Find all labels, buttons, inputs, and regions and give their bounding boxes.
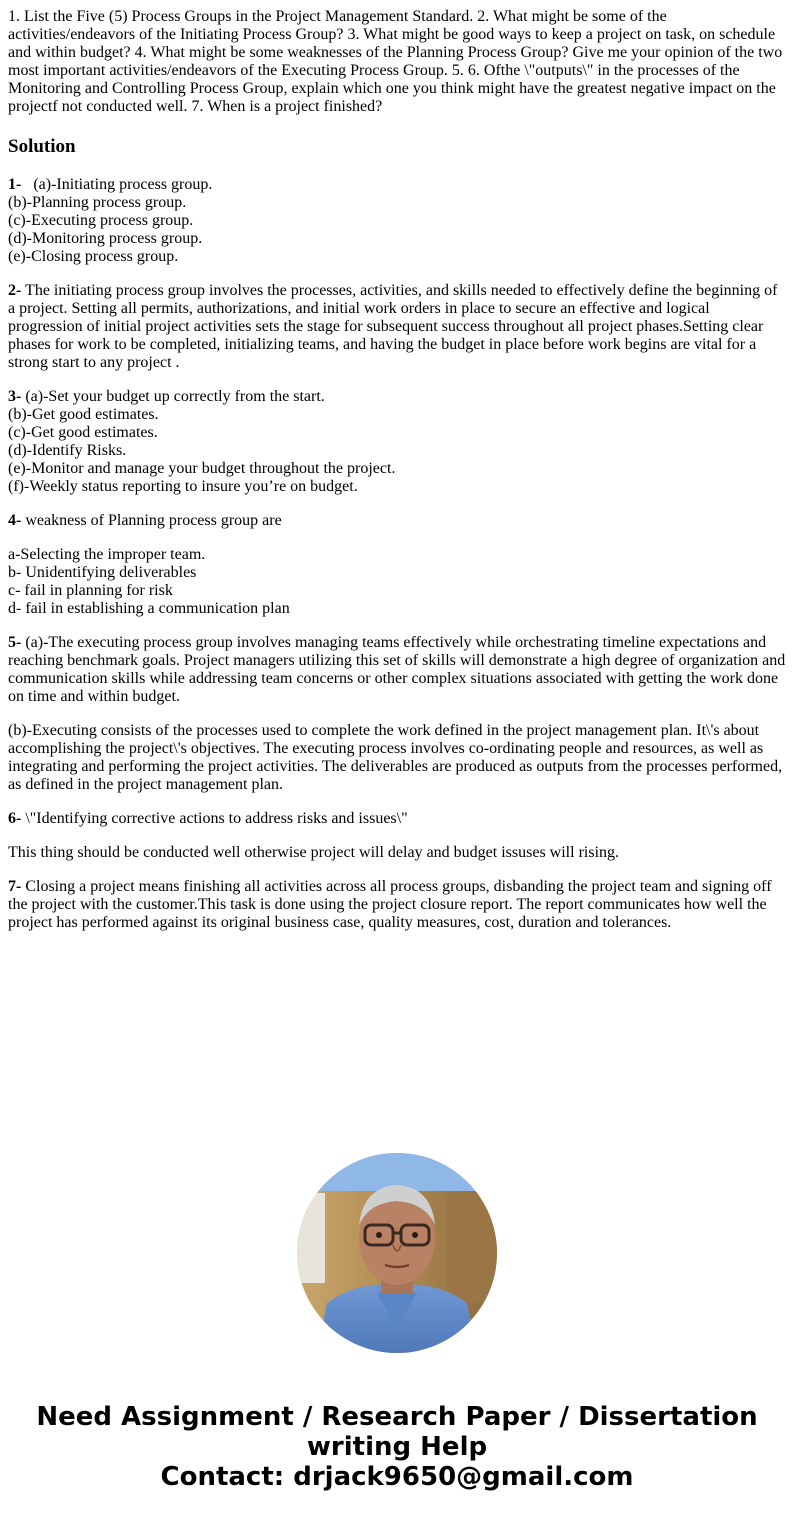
answer-1 bbox=[8, 176, 788, 266]
answer-4-list bbox=[8, 546, 788, 618]
author-portrait-illustration bbox=[297, 1153, 497, 1353]
answer-6 bbox=[8, 810, 788, 828]
answer-3-line: (b)-Get good estimates. bbox=[8, 406, 159, 423]
answer-3-line: (e)-Monitor and manage your budget throughout the project. bbox=[8, 460, 396, 477]
answer-1-line: (a)-Initiating process group. bbox=[33, 176, 213, 193]
answer-7-number: 7- bbox=[8, 878, 22, 895]
answer-2-text: The initiating process group involves the processes, activities, and skills needed to effectively define the beginning of a project. Setting all permits, authorizations, and initial work orders in place to secure an effective and logical progression of initial project activities sets the stage for subsequent success throughout all project phases.Setting clear phases for work to be completed, initializing teams, and having the budget in place before work begins are vital for a strong start to any project . bbox=[8, 282, 778, 371]
answer-6-number: 6- bbox=[8, 810, 22, 827]
question-text: 1. List the Five (5) Process Groups in the Project Management Standard. 2. What might be some of the activities/endeavors of the Initiating Process Group? 3. What might be good ways to keep a project on task, on schedule and within budget? 4. What might be some weaknesses of the Planning Process Group? Give me your opinion of the two most important activities/endeavors of the Executing Process Group. 5. 6. Ofthe \"outputs\" in the processes of the Monitoring and Controlling Process Group, explain which one you think might have the greatest negative impact on the projectf not conducted well. 7. When is a project finished? bbox=[8, 8, 783, 115]
answer-2 bbox=[8, 282, 788, 372]
footer-line-2: writing Help bbox=[306, 1432, 488, 1462]
answer-3-line: (c)-Get good estimates. bbox=[8, 424, 158, 441]
footer-line-1: Need Assignment / Research Paper / Dissertation bbox=[36, 1402, 758, 1432]
answer-4 bbox=[8, 512, 788, 530]
answer-5-text: (a)-The executing process group involves managing teams effectively while orchestrating timeline expectations and reaching benchmark goals. Project managers utilizing this set of skills will demonstrate a high degree of organization and communication skills while addressing team concerns or other complex situations associated with getting the work done on time and within budget. bbox=[8, 634, 786, 705]
answer-1-line: (c)-Executing process group. bbox=[8, 212, 194, 229]
footer-contact: Contact: drjack9650@gmail.com bbox=[160, 1462, 634, 1492]
answer-7 bbox=[8, 878, 788, 932]
answer-3-line: (f)-Weekly status reporting to insure you’re on budget. bbox=[8, 478, 358, 495]
answer-1-line: (e)-Closing process group. bbox=[8, 248, 179, 265]
solution-heading: Solution bbox=[8, 136, 76, 157]
answer-4-line: d- fail in establishing a communication plan bbox=[8, 600, 290, 617]
answer-4-line: b- Unidentifying deliverables bbox=[8, 564, 197, 581]
answer-3-line: (d)-Identify Risks. bbox=[8, 442, 127, 459]
footer-banner bbox=[0, 1402, 794, 1492]
answer-4-line: a-Selecting the improper team. bbox=[8, 546, 206, 563]
answer-4-number: 4- bbox=[8, 512, 22, 529]
answer-6-b: This thing should be conducted well otherwise project will delay and budget issuses will rising. bbox=[8, 844, 620, 861]
answer-3-line: (a)-Set your budget up correctly from the start. bbox=[25, 388, 325, 405]
document-body bbox=[8, 8, 788, 948]
answer-3 bbox=[8, 388, 788, 496]
answer-1-number: 1- bbox=[8, 176, 22, 193]
answer-4-text: weakness of Planning process group are bbox=[25, 512, 282, 529]
author-photo bbox=[297, 1153, 497, 1353]
answer-1-line: (d)-Monitoring process group. bbox=[8, 230, 203, 247]
answer-5-b: (b)-Executing consists of the processes used to complete the work defined in the project management plan. It\'s about accomplishing the project\'s objectives. The executing process involves co-ordinating people and resources, as well as integrating and performing the project activities. The deliverables are produced as outputs from the processes performed, as defined in the project management plan. bbox=[8, 722, 783, 793]
answer-1-line: (b)-Planning process group. bbox=[8, 194, 187, 211]
answer-6-text: \"Identifying corrective actions to address risks and issues\" bbox=[25, 810, 408, 827]
answer-4-line: c- fail in planning for risk bbox=[8, 582, 173, 599]
answer-2-number: 2- bbox=[8, 282, 22, 299]
answer-7-text: Closing a project means finishing all activities across all process groups, disbanding the project team and signing off the project with the customer.This task is done using the project closure report. The report communicates how well the project has performed against its original business case, quality measures, cost, duration and tolerances. bbox=[8, 878, 772, 931]
answer-5-number: 5- bbox=[8, 634, 22, 651]
answer-5 bbox=[8, 634, 788, 706]
answer-3-number: 3- bbox=[8, 388, 22, 405]
